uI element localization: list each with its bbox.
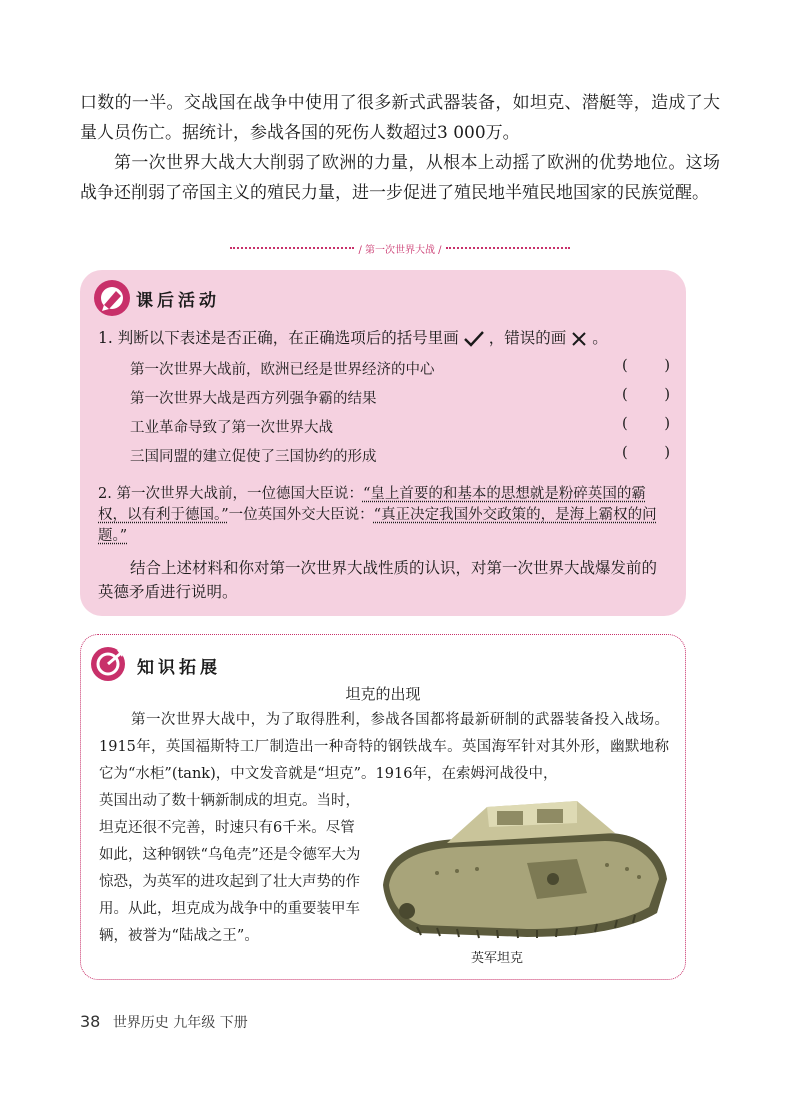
section-divider [230,238,570,258]
knowledge-extension-box [80,634,686,980]
question-2 [98,484,668,547]
knowledge-side-text: 英国出动了数十辆新制成的坦克。当时，坦克还很不完善，时速只有6千米。尽管如此，这种钢铁“乌龟壳”还是令德军大为惊恐，为英军的进攻起到了壮大声势的作用。从此，坦克成为战争中的重要装甲车辆，被誉为“陆战之王”。 [99,793,361,944]
knowledge-title: 知识拓展 [137,658,221,678]
paragraph-2: 第一次世界大战大大削弱了欧洲的力量，从根本上动摇了欧洲的优势地位。这场战争还削弱了帝国主义的殖民力量，进一步促进了殖民地半殖民地国家的民族觉醒。 [80,153,720,203]
statement-text: 第一次世界大战前，欧洲已经是世界经济的中心 [130,362,435,378]
tank-image-caption: 英军坦克 [471,951,524,966]
statement-row [130,445,670,466]
q2-prefix: 2. 第一次世界大战前，一位德国大臣说： [98,486,363,502]
q2-british-quote: “真正决定我国外交政策的，是海上霸权的问题。” [98,507,657,544]
page-footer [80,1012,248,1032]
knowledge-arrow-icon [89,645,127,683]
divider-dots-left [230,247,354,249]
answer-blank[interactable]: ( ) [622,387,670,403]
statement-row [130,387,670,408]
divider-dots-right [446,247,570,249]
cross-icon [570,330,588,348]
activity-pen-icon [92,278,132,318]
q1-prefix: 1. 判断以下表述是否正确，在正确选项后的括号里画 [98,329,459,347]
question-1 [98,326,678,348]
statement-text: 三国同盟的建立促使了三国协约的形成 [130,449,377,465]
answer-blank[interactable]: ( ) [622,445,670,461]
knowledge-body: 第一次世界大战中，为了取得胜利，参战各国都将最新研制的武器装备投入战场。1915年，英国福斯特工厂制造出一种奇特的钢铁战车。英国海军针对其外形，幽默地称它为“水柜”(tank)，中文发音就是“坦克”。1916年，在索姆河战役中， [99,712,669,782]
q1-middle: ，错误的画 [488,329,567,347]
q2-german-quote: “皇上首要的和基本的思想就是粉碎英国的霸权，以有利于德国。” [98,486,646,523]
divider-label: / 第一次世界大战 / [358,244,442,256]
paragraph-1: 口数的一半。交战国在战争中使用了很多新式武器装备，如坦克、潜艇等，造成了大量人员伤亡。据统计，参战各国的死伤人数超过3 000万。 [80,93,720,143]
british-tank-image [377,793,673,943]
after-class-activity-box [80,270,686,616]
q1-suffix: 。 [592,329,608,347]
statement-text: 第一次世界大战是西方列强争霸的结果 [130,391,377,407]
checkmark-icon [463,330,485,348]
q2-task: 结合上述材料和你对第一次世界大战性质的认识，对第一次世界大战爆发前的英德矛盾进行说明。 [98,559,658,601]
activity-title: 课后活动 [136,291,220,311]
statement-text: 工业革命导致了第一次世界大战 [130,420,333,436]
statement-row [130,358,670,379]
knowledge-subtitle: 坦克的出现 [345,685,421,703]
page-number: 38 [80,1012,101,1031]
answer-blank[interactable]: ( ) [622,358,670,374]
q2-middle: 一位英国外交大臣说： [228,507,374,523]
statement-row [130,416,670,437]
answer-blank[interactable]: ( ) [622,416,670,432]
book-title: 世界历史 九年级 下册 [112,1015,248,1031]
